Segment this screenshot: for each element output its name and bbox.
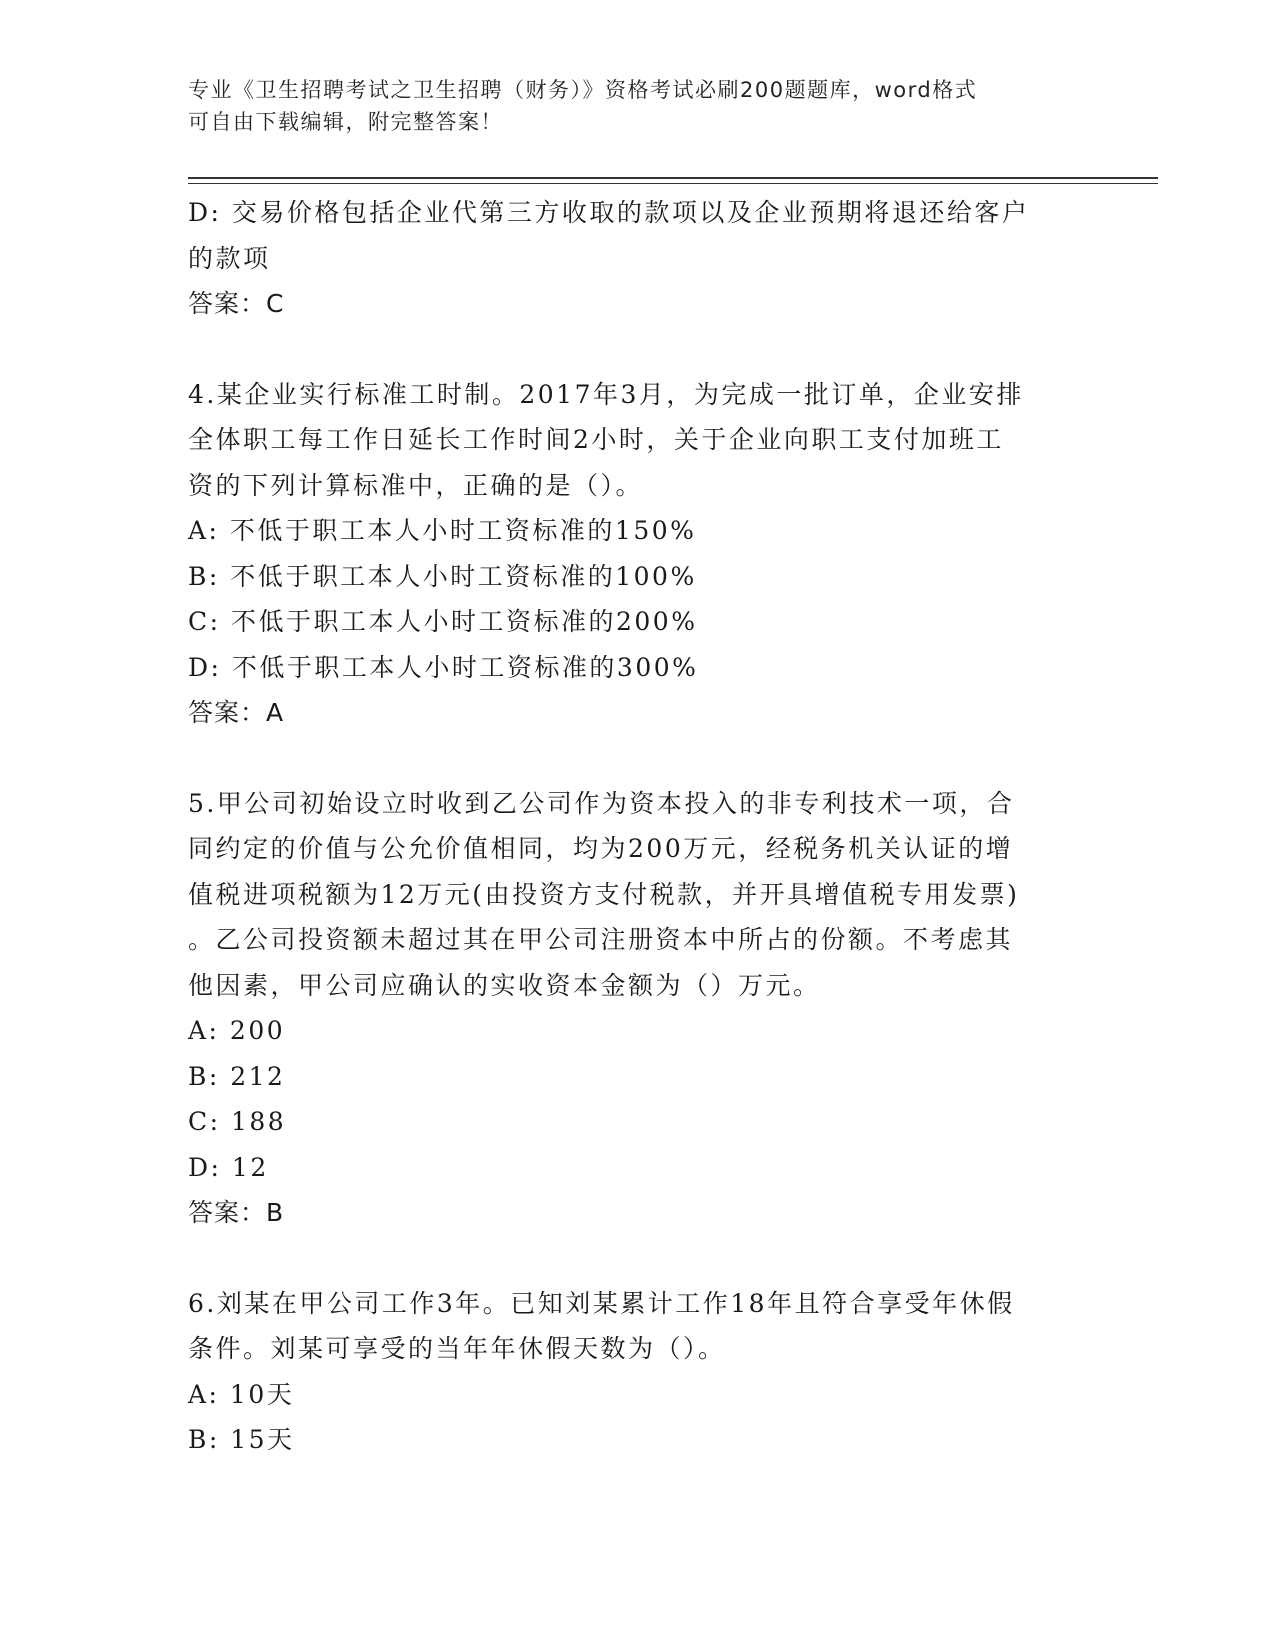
option-c: C: 不低于职工本人小时工资标准的200%: [188, 607, 698, 636]
option-b: B: 15天: [188, 1425, 295, 1454]
question-stem-line: 6.刘某在甲公司工作3年。已知刘某累计工作18年且符合享受年休假: [188, 1288, 1015, 1318]
header-divider-thin: [188, 183, 1158, 184]
question-4: [188, 372, 1088, 736]
option-a: A: 10天: [188, 1379, 295, 1409]
question-6: [188, 1281, 1088, 1463]
question-stem-line: 值税进项税额为12万元(由投资方支付税款，并开具增值税专用发票): [188, 879, 1020, 909]
option-a: A: 200: [188, 1016, 286, 1045]
option-d: D: 不低于职工本人小时工资标准的300%: [188, 652, 699, 682]
spacer: [188, 1236, 1088, 1281]
question-stem-line: 条件。刘某可享受的当年年休假天数为（）。: [188, 1334, 726, 1363]
question-stem-line: 。乙公司投资额未超过其在甲公司注册资本中所占的份额。不考虑其: [188, 925, 1014, 954]
question-stem-line: 他因素，甲公司应确认的实收资本金额为（）万元。: [188, 970, 821, 1000]
answer-line: 答案：B: [188, 1198, 285, 1227]
option-b: B: 212: [188, 1061, 286, 1091]
option-c: C: 188: [188, 1107, 287, 1136]
answer-line: 答案：C: [188, 289, 285, 318]
option-b: B: 不低于职工本人小时工资标准的100%: [188, 561, 697, 591]
option-d-line-2: 的款项: [188, 243, 271, 273]
question-stem-line: 4.某企业实行标准工时制。2017年3月，为完成一批订单，企业安排: [188, 379, 1024, 409]
question-stem-line: 全体职工每工作日延长工作时间2小时，关于企业向职工支付加班工: [188, 425, 1004, 454]
header-line-2: 可自由下载编辑，附完整答案！: [188, 110, 503, 134]
question-stem-line: 资的下列计算标准中，正确的是（）。: [188, 470, 644, 500]
spacer: [188, 736, 1088, 781]
question-3-continuation: [188, 190, 1088, 327]
option-a: A: 不低于职工本人小时工资标准的150%: [188, 516, 697, 545]
question-stem-line: 5.甲公司初始设立时收到乙公司作为资本投入的非专利技术一项，合: [188, 788, 1015, 818]
header-divider-thick: [188, 177, 1158, 179]
document-body: [188, 190, 1088, 1463]
answer-line: 答案：A: [188, 698, 285, 727]
spacer: [188, 327, 1088, 372]
header-line-1: 专业《卫生招聘考试之卫生招聘（财务）》资格考试必刷200题题库，word格式: [188, 78, 978, 102]
question-5: [188, 781, 1088, 1236]
option-d-line-1: D: 交易价格包括企业代第三方收取的款项以及企业预期将退还给客户: [188, 198, 1030, 227]
document-header: [188, 74, 1068, 138]
question-stem-line: 同约定的价值与公允价值相同，均为200万元，经税务机关认证的增: [188, 834, 1014, 863]
option-d: D: 12: [188, 1152, 269, 1182]
